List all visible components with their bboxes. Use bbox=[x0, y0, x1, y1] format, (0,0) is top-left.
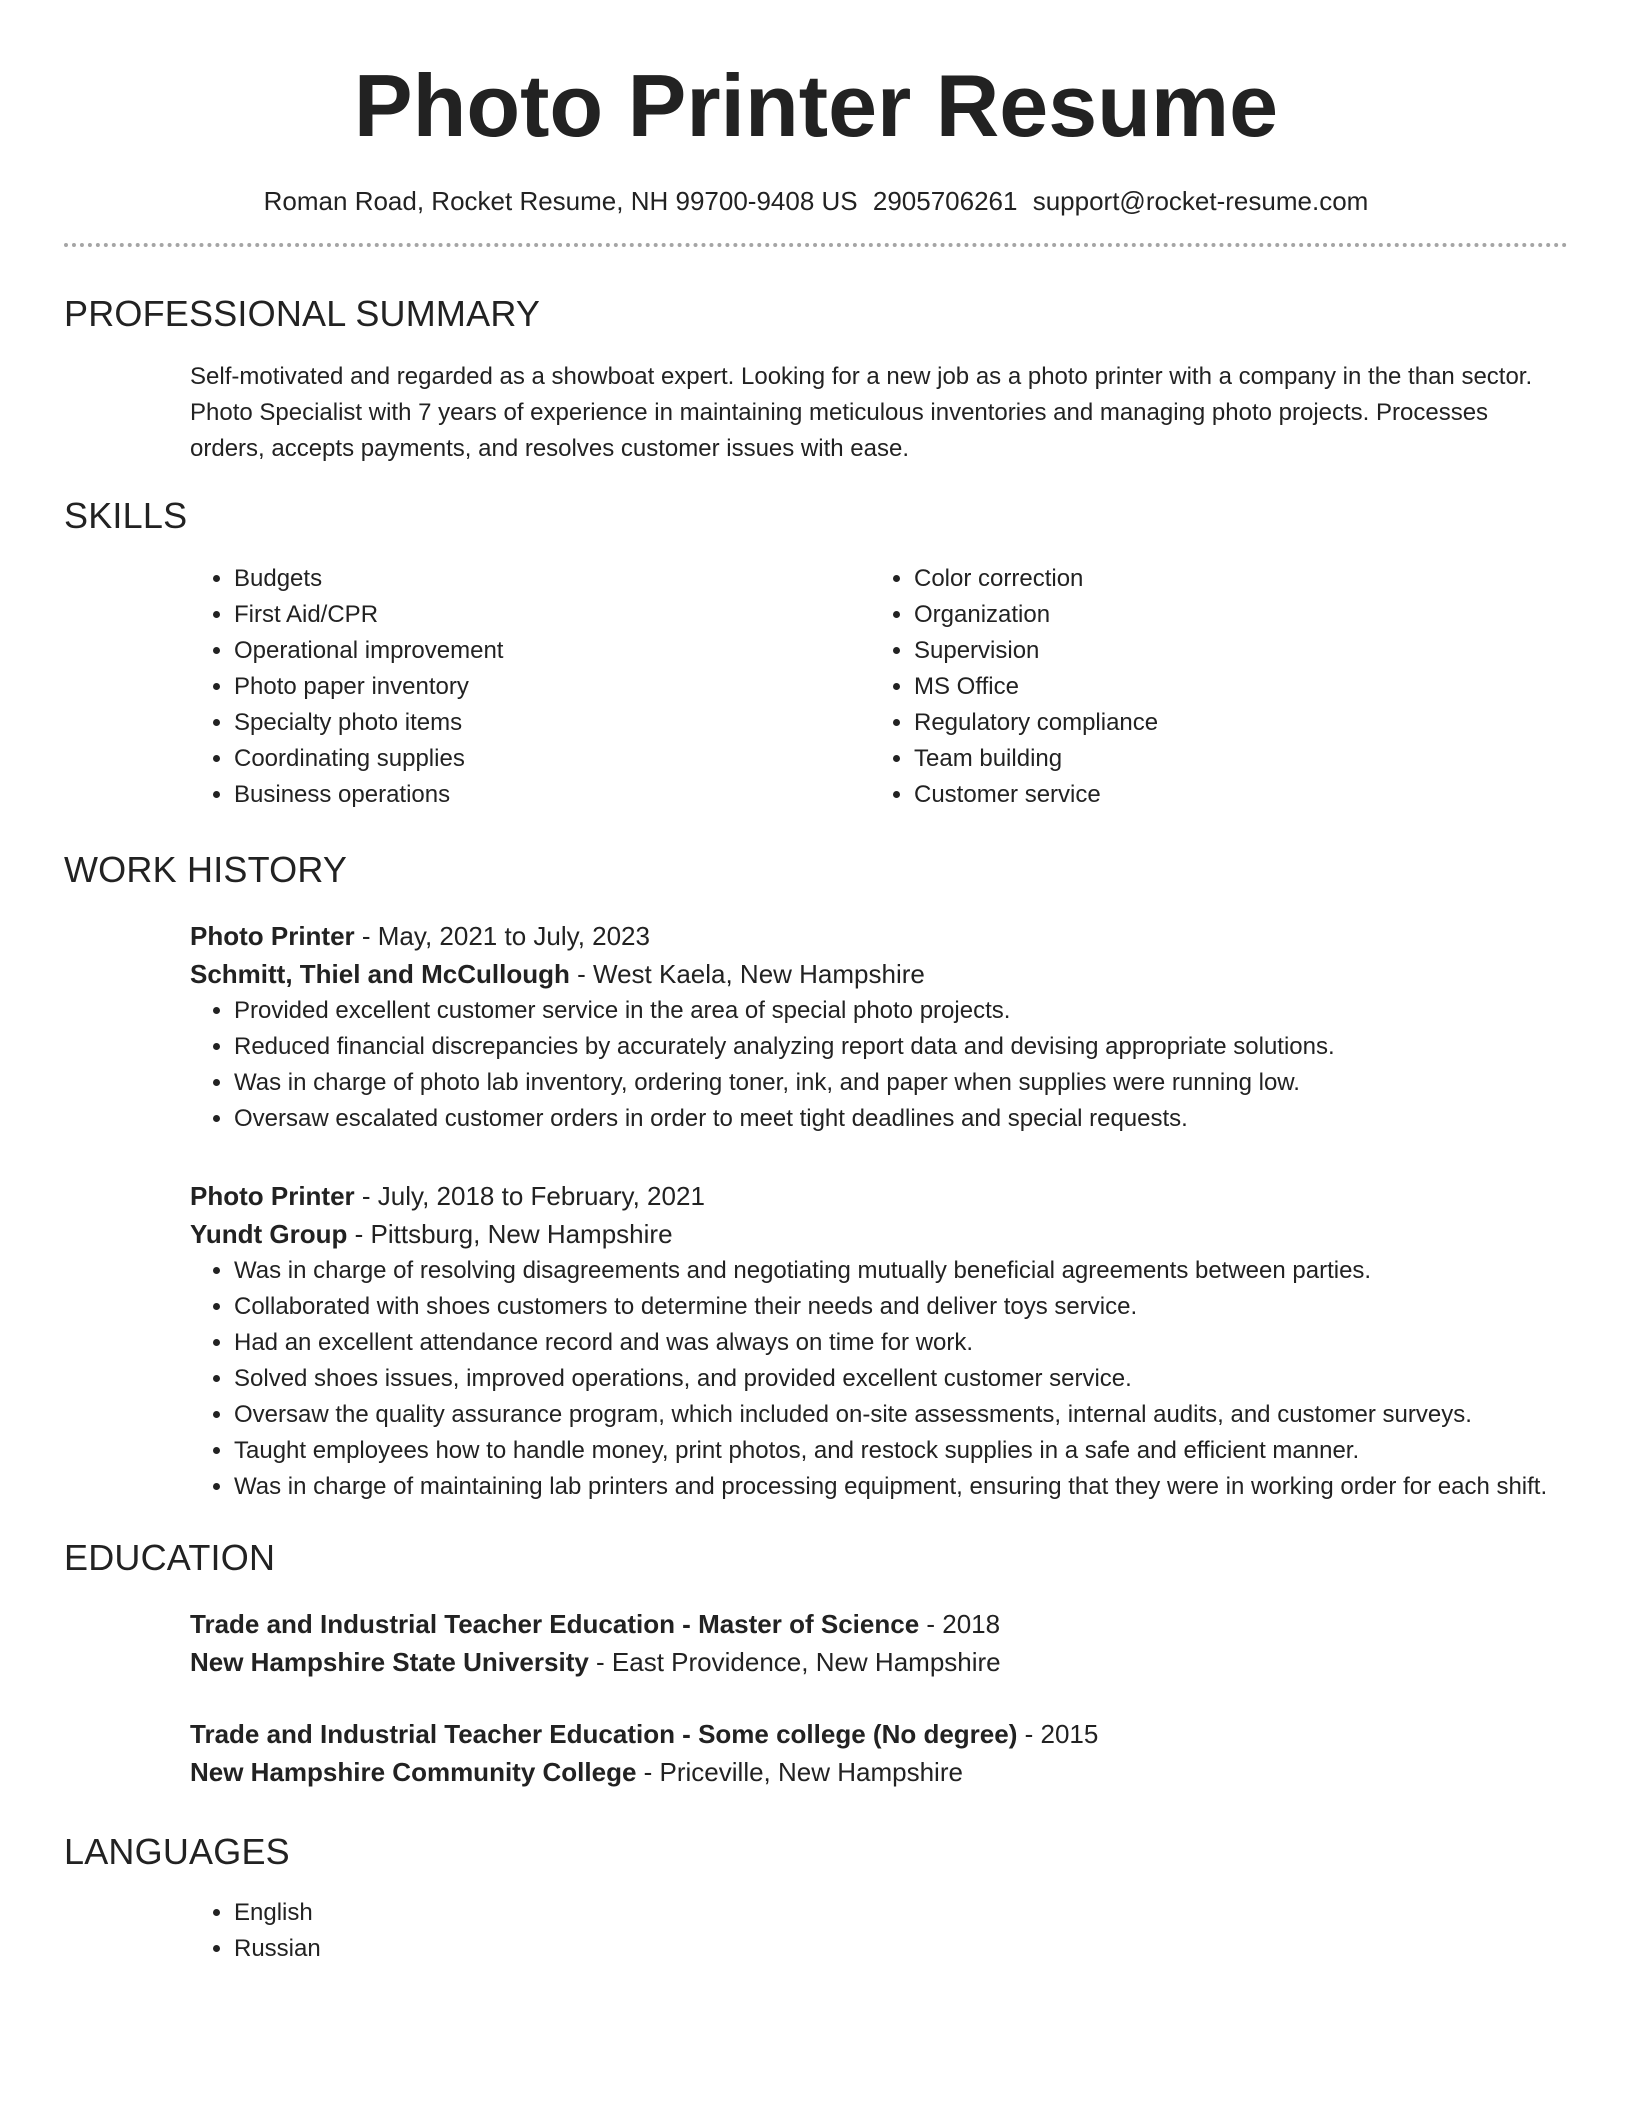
education-school-line bbox=[190, 1643, 1568, 1681]
education-school: New Hampshire Community College bbox=[190, 1757, 637, 1787]
job-duties bbox=[190, 993, 1632, 1137]
job-duty: • Was in charge of resolving disagreements and negotiating mutually beneficial agreements between parties. bbox=[234, 1253, 1632, 1289]
job-dates: - July, 2018 to February, 2021 bbox=[354, 1181, 705, 1211]
education-entry bbox=[190, 1715, 1568, 1791]
education-year: - 2015 bbox=[1017, 1719, 1099, 1749]
skill-item: • Team building bbox=[914, 741, 1550, 777]
job-company: Schmitt, Thiel and McCullough bbox=[190, 959, 570, 989]
language-item: • Russian bbox=[234, 1931, 1568, 1967]
job-company: Yundt Group bbox=[190, 1219, 348, 1249]
job-location: - West Kaela, New Hampshire bbox=[569, 959, 925, 989]
skill-item: • Specialty photo items bbox=[234, 705, 870, 741]
job-dates: - May, 2021 to July, 2023 bbox=[354, 921, 650, 951]
skill-item: • First Aid/CPR bbox=[234, 597, 870, 633]
job-duty: • Was in charge of maintaining lab printers and processing equipment, ensuring that they were in working order for each shift. bbox=[234, 1469, 1632, 1505]
education-entry bbox=[190, 1605, 1568, 1681]
job-duty: • Taught employees how to handle money, print photos, and restock supplies in a safe and efficient manner. bbox=[234, 1433, 1632, 1469]
skill-item: • Color correction bbox=[914, 561, 1550, 597]
job-duty: • Oversaw the quality assurance program, which included on-site assessments, internal audits, and customer surveys. bbox=[234, 1397, 1632, 1433]
skill-item: • Supervision bbox=[914, 633, 1550, 669]
education-degree-line bbox=[190, 1605, 1568, 1643]
contact-email: support@rocket-resume.com bbox=[1032, 186, 1369, 216]
education-location: - Priceville, New Hampshire bbox=[636, 1757, 963, 1787]
job-title-line bbox=[190, 917, 1568, 955]
job-entry bbox=[190, 917, 1568, 1137]
work-history-heading: WORK HISTORY bbox=[64, 849, 348, 890]
skill-item: • MS Office bbox=[914, 669, 1550, 705]
languages-heading: LANGUAGES bbox=[64, 1831, 290, 1872]
job-duties bbox=[190, 1253, 1632, 1505]
skills-column-right bbox=[870, 561, 1550, 813]
education-degree-line bbox=[190, 1715, 1568, 1753]
header-divider bbox=[64, 243, 1568, 247]
skill-item: • Operational improvement bbox=[234, 633, 870, 669]
education-heading: EDUCATION bbox=[64, 1537, 276, 1578]
job-duty: • Had an excellent attendance record and was always on time for work. bbox=[234, 1325, 1632, 1361]
job-duty: • Oversaw escalated customer orders in order to meet tight deadlines and special requests. bbox=[234, 1101, 1632, 1137]
contact-info bbox=[64, 186, 1568, 217]
job-duty: • Was in charge of photo lab inventory, ordering toner, ink, and paper when supplies were running low. bbox=[234, 1065, 1632, 1101]
job-entry bbox=[190, 1177, 1568, 1505]
job-company-line bbox=[190, 1215, 1568, 1253]
skill-item: • Business operations bbox=[234, 777, 870, 813]
skill-item: • Photo paper inventory bbox=[234, 669, 870, 705]
job-duty: • Solved shoes issues, improved operations, and provided excellent customer service. bbox=[234, 1361, 1632, 1397]
job-title-line bbox=[190, 1177, 1568, 1215]
education-location: - East Providence, New Hampshire bbox=[588, 1647, 1001, 1677]
job-title: Photo Printer bbox=[190, 921, 355, 951]
job-title: Photo Printer bbox=[190, 1181, 355, 1211]
page-title: Photo Printer Resume bbox=[353, 56, 1279, 155]
job-location: - Pittsburg, New Hampshire bbox=[347, 1219, 673, 1249]
skills-heading: SKILLS bbox=[64, 495, 188, 536]
job-duty: • Reduced financial discrepancies by accurately analyzing report data and devising appropriate solutions. bbox=[234, 1029, 1632, 1065]
contact-address: Roman Road, Rocket Resume, NH 99700-9408 US bbox=[263, 186, 858, 216]
education-school: New Hampshire State University bbox=[190, 1647, 589, 1677]
education-year: - 2018 bbox=[919, 1609, 1001, 1639]
job-duty: • Provided excellent customer service in the area of special photo projects. bbox=[234, 993, 1632, 1029]
skill-item: • Regulatory compliance bbox=[914, 705, 1550, 741]
skill-item: • Organization bbox=[914, 597, 1550, 633]
education-degree: Trade and Industrial Teacher Education - Some college (No degree) bbox=[190, 1719, 1018, 1749]
job-duty: • Collaborated with shoes customers to determine their needs and deliver toys service. bbox=[234, 1289, 1632, 1325]
skill-item: • Coordinating supplies bbox=[234, 741, 870, 777]
education-school-line bbox=[190, 1753, 1568, 1791]
education-degree: Trade and Industrial Teacher Education - Master of Science bbox=[190, 1609, 920, 1639]
languages-list bbox=[190, 1895, 1568, 1967]
contact-phone: 2905706261 bbox=[872, 186, 1018, 216]
skills-column-left bbox=[190, 561, 870, 813]
skill-item: • Customer service bbox=[914, 777, 1550, 813]
skill-item: • Budgets bbox=[234, 561, 870, 597]
job-company-line bbox=[190, 955, 1568, 993]
summary-heading: PROFESSIONAL SUMMARY bbox=[64, 293, 541, 334]
summary-text: Self-motivated and regarded as a showboat expert. Looking for a new job as a photo printer with a company in the than sector. Photo Specialist with 7 years of experience in maintaining meticulous inventories and managing photo projects. Processes orders, accepts payments, and resolves customer issues with ease. bbox=[190, 363, 1533, 462]
language-item: • English bbox=[234, 1895, 1568, 1931]
skills-list bbox=[190, 561, 1568, 813]
